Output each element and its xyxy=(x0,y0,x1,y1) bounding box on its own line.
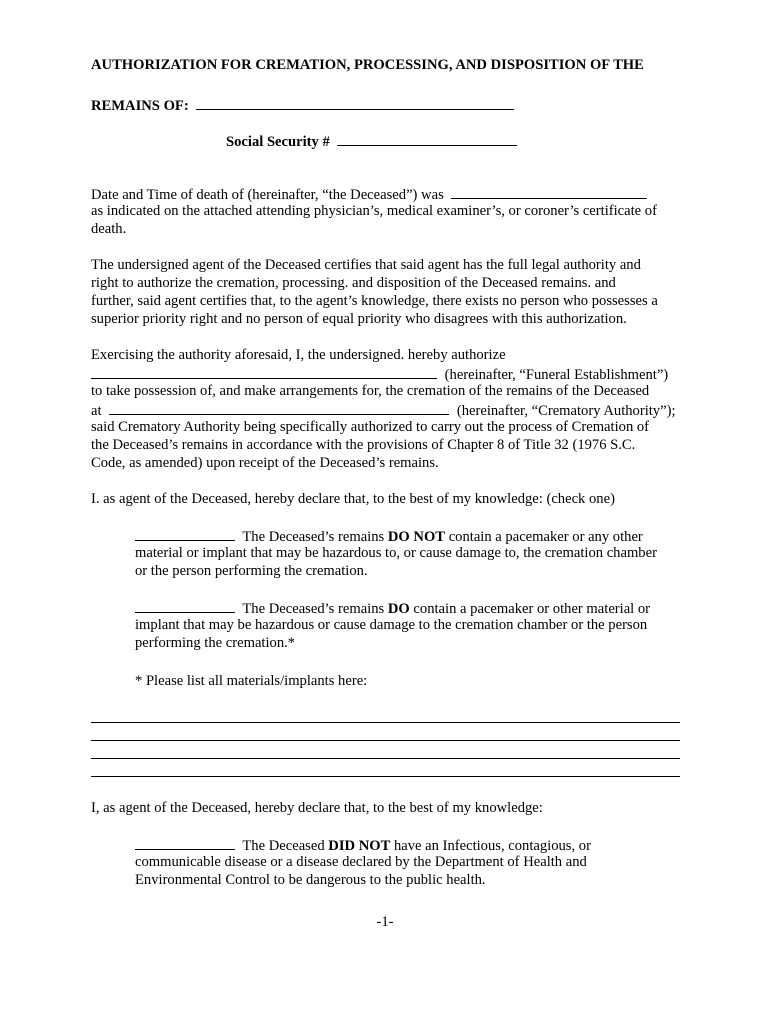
pacemaker-intro: I. as agent of the Deceased, hereby declare that, to the best of my knowledge: (check one) xyxy=(91,491,615,507)
pacemaker-option-do-line-2: implant that may be hazardous or cause damage to the cremation chamber or the person xyxy=(135,617,648,633)
death-date-time-field[interactable] xyxy=(451,184,647,199)
pacemaker-do-not-check-field[interactable] xyxy=(135,526,235,541)
pacemaker-option-do-not-line-2: material or implant that may be hazardous to, or cause damage to, the cremation chamber xyxy=(135,545,657,561)
pacemaker-option-do: The Deceased’s remains DO contain a pacemaker or other material or xyxy=(135,598,650,618)
death-text-line-3: death. xyxy=(91,221,127,237)
social-security-field[interactable] xyxy=(337,131,517,146)
disease-option-did-not-line-3: Environmental Control to be dangerous to the public health. xyxy=(135,872,486,888)
social-security-label: Social Security # xyxy=(226,134,330,150)
authority-line-3: to take possession of, and make arrangements for, the cremation of the remains of the Deceased xyxy=(91,383,650,399)
disease-intro: I, as agent of the Deceased, hereby declare that, to the best of my knowledge: xyxy=(91,800,543,816)
agent-paragraph-line: superior priority right and no person of equal priority who disagrees with this authorization. xyxy=(91,311,627,327)
social-security-row xyxy=(226,131,517,151)
pacemaker-option-do-not-line-3: or the person performing the cremation. xyxy=(135,563,368,579)
document-title: AUTHORIZATION FOR CREMATION, PROCESSING, AND DISPOSITION OF THE xyxy=(91,57,644,73)
remains-of-label: REMAINS OF: xyxy=(91,98,189,114)
materials-input-line-4[interactable] xyxy=(91,776,680,777)
funeral-establishment-field[interactable] xyxy=(91,364,437,379)
disease-did-not-check-field[interactable] xyxy=(135,835,235,850)
pacemaker-option-do-not: The Deceased’s remains DO NOT contain a pacemaker or any other xyxy=(135,526,643,546)
funeral-establishment-row: (hereinafter, “Funeral Establishment”) xyxy=(91,364,668,384)
crematory-authority-field[interactable] xyxy=(109,400,449,415)
materials-input-line-3[interactable] xyxy=(91,758,680,759)
death-date-row: Date and Time of death of (hereinafter, “the Deceased”) was xyxy=(91,184,647,204)
authority-line-6: the Deceased’s remains in accordance with the provisions of Chapter 8 of Title 32 (1976 S.C. xyxy=(91,437,636,453)
crematory-authority-row: at (hereinafter, “Crematory Authority”); xyxy=(91,400,676,420)
page-number: -1- xyxy=(376,914,394,930)
remains-of-row xyxy=(91,95,514,115)
authority-line-1: Exercising the authority aforesaid, I, the undersigned. hereby authorize xyxy=(91,347,506,363)
remains-of-name-field[interactable] xyxy=(196,95,514,110)
death-text-line-2: as indicated on the attached attending physician’s, medical examiner’s, or coroner’s certificate of xyxy=(91,203,657,219)
agent-paragraph-line: The undersigned agent of the Deceased certifies that said agent has the full legal authority and xyxy=(91,257,641,273)
materials-input-line-2[interactable] xyxy=(91,740,680,741)
disease-option-did-not-line-2: communicable disease or a disease declared by the Department of Health and xyxy=(135,854,587,870)
pacemaker-do-check-field[interactable] xyxy=(135,598,235,613)
materials-input-line-1[interactable] xyxy=(91,722,680,723)
agent-paragraph-line: right to authorize the cremation, processing. and disposition of the Deceased remains. and xyxy=(91,275,616,291)
disease-option-did-not: The Deceased DID NOT have an Infectious, contagious, or xyxy=(135,835,591,855)
agent-paragraph-line: further, said agent certifies that, to the agent’s knowledge, there exists no person who possesses a xyxy=(91,293,658,309)
authority-line-5: said Crematory Authority being specifically authorized to carry out the process of Cremation of xyxy=(91,419,650,435)
materials-implants-label: * Please list all materials/implants here: xyxy=(135,673,368,689)
pacemaker-option-do-line-3: performing the cremation.* xyxy=(135,635,296,651)
authority-line-7: Code, as amended) upon receipt of the Deceased’s remains. xyxy=(91,455,439,471)
